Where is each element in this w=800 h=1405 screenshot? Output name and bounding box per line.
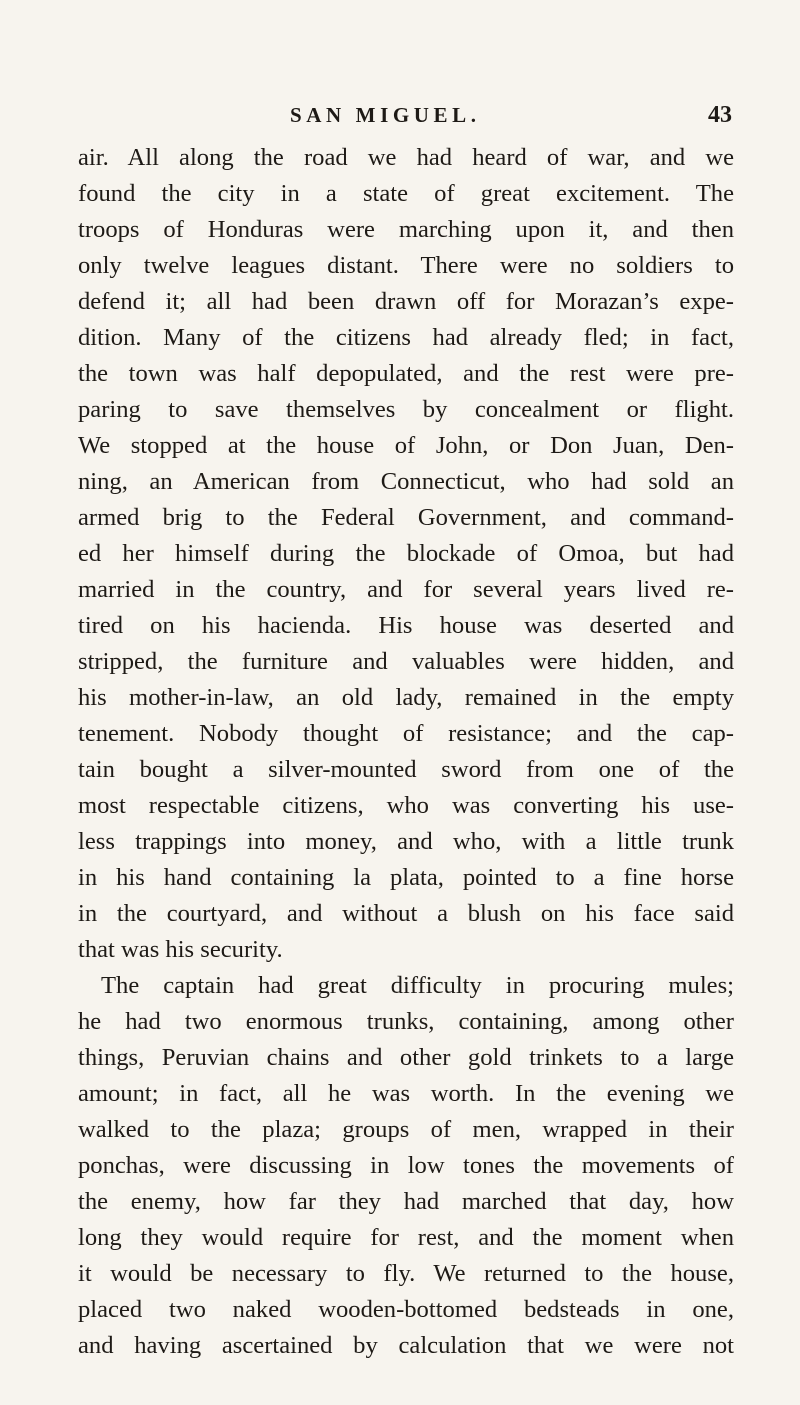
text-line: air. All along the road we had heard of war, and we — [78, 144, 734, 171]
text-line: the enemy, how far they had marched that day, how — [78, 1188, 734, 1215]
text-line: tain bought a silver-mounted sword from one of the — [78, 756, 734, 783]
text-line: less trappings into money, and who, with a little trunk — [78, 828, 734, 855]
text-line: it would be necessary to fly. We returned to the house, — [78, 1260, 734, 1287]
text-line: married in the country, and for several years lived re- — [78, 576, 734, 603]
text-line: long they would require for rest, and the moment when — [78, 1224, 734, 1251]
text-line: that was his security. — [78, 936, 283, 963]
text-line: ponchas, were discussing in low tones the movements of — [78, 1152, 734, 1179]
text-line: his mother-in-law, an old lady, remained in the empty — [78, 684, 734, 711]
text-line: paring to save themselves by concealment or flight. — [78, 396, 734, 423]
text-line: walked to the plaza; groups of men, wrapped in their — [78, 1116, 734, 1143]
text-line: found the city in a state of great excitement. The — [78, 180, 734, 207]
text-line: dition. Many of the citizens had already fled; in fact, — [78, 324, 734, 351]
text-line: tired on his hacienda. His house was deserted and — [78, 612, 734, 639]
text-line: armed brig to the Federal Government, and command- — [78, 504, 734, 531]
text-line: ning, an American from Connecticut, who had sold an — [78, 468, 734, 495]
text-line: in the courtyard, and without a blush on his face said — [78, 900, 734, 927]
text-line: tenement. Nobody thought of resistance; and the cap- — [78, 720, 734, 747]
text-line: The captain had great difficulty in procuring mules; — [101, 972, 734, 999]
text-line: most respectable citizens, who was converting his use- — [78, 792, 734, 819]
text-line: stripped, the furniture and valuables were hidden, and — [78, 648, 734, 675]
text-line: amount; in fact, all he was worth. In the evening we — [78, 1080, 734, 1107]
text-line: and having ascertained by calculation that we were not — [78, 1332, 734, 1359]
page-header — [0, 103, 800, 143]
page-number: 43 — [708, 102, 732, 128]
text-line: troops of Honduras were marching upon it, and then — [78, 216, 734, 243]
text-line: in his hand containing la plata, pointed to a fine horse — [78, 864, 734, 891]
text-line: We stopped at the house of John, or Don Juan, Den- — [78, 432, 734, 459]
text-line: he had two enormous trunks, containing, among other — [78, 1008, 734, 1035]
text-line: only twelve leagues distant. There were no soldiers to — [78, 252, 734, 279]
text-line: ed her himself during the blockade of Omoa, but had — [78, 540, 734, 567]
text-line: the town was half depopulated, and the rest were pre- — [78, 360, 734, 387]
text-line: placed two naked wooden-bottomed bedsteads in one, — [78, 1296, 734, 1323]
text-line: defend it; all had been drawn off for Morazan’s expe- — [78, 288, 734, 315]
text-line: things, Peruvian chains and other gold trinkets to a large — [78, 1044, 734, 1071]
running-head: SAN MIGUEL. — [290, 103, 481, 127]
